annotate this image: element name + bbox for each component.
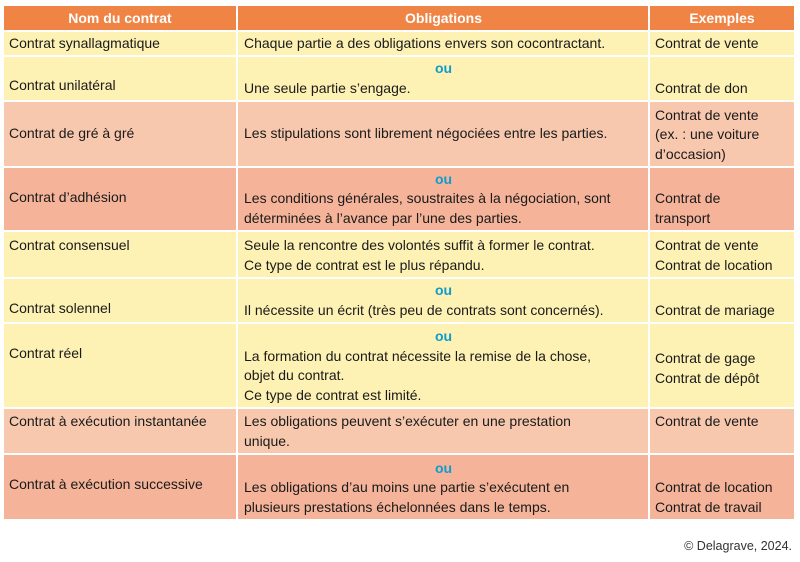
contract-name: Contrat solennel <box>4 279 236 322</box>
example-line: Contrat de vente <box>655 106 759 123</box>
examples-cell <box>650 102 794 166</box>
example-line: Contrat de location <box>655 479 773 495</box>
obligation-line: Ce type de contrat est le plus répandu. <box>244 256 485 273</box>
examples-cell <box>650 455 794 519</box>
obligations-cell <box>238 455 648 519</box>
ou-separator: ou <box>434 459 453 476</box>
examples-cell <box>650 57 794 100</box>
ou-separator: ou <box>434 60 453 76</box>
ou-separator: ou <box>434 282 453 298</box>
table-row <box>4 32 794 55</box>
obligation-line: Une seule partie s’engage. <box>244 79 411 96</box>
table-row <box>4 324 794 407</box>
table-row <box>4 168 794 230</box>
obligation-line: Seule la rencontre des volontés suffit à former le contrat. <box>244 237 595 253</box>
obligation-line: plusieurs prestations échelonnées dans le temps. <box>244 498 551 515</box>
example-line: Contrat de mariage <box>655 301 775 318</box>
ou-separator: ou <box>434 170 453 187</box>
obligation-line: Il nécessite un écrit (très peu de contrats sont concernés). <box>244 301 604 318</box>
obligation-line: Les obligations d’au moins une partie s’exécutent en <box>244 479 570 495</box>
table-row <box>4 232 794 277</box>
obligations-cell <box>238 32 648 55</box>
obligations-cell <box>238 168 648 230</box>
contract-name: Contrat unilatéral <box>4 57 236 100</box>
obligations-cell <box>238 279 648 322</box>
example-line: Contrat de dépôt <box>655 369 760 386</box>
examples-cell <box>650 32 794 55</box>
example-line: Contrat de don <box>655 79 748 96</box>
contract-name: Contrat synallagmatique <box>4 32 236 55</box>
table-row <box>4 455 794 519</box>
copyright-credit: © Delagrave, 2024. <box>684 539 792 553</box>
obligation-line: Les stipulations sont librement négociées entre les parties. <box>244 125 608 142</box>
example-line: Contrat de location <box>655 256 773 273</box>
obligations-cell <box>238 409 648 453</box>
contract-name: Contrat réel <box>4 324 236 407</box>
contract-name: Contrat à exécution successive <box>4 455 236 519</box>
header-examples: Exemples <box>650 6 794 30</box>
obligations-cell <box>238 232 648 277</box>
example-line: transport <box>655 209 711 226</box>
obligation-line: unique. <box>244 432 290 449</box>
header-name: Nom du contrat <box>4 6 236 30</box>
contract-name: Contrat consensuel <box>4 232 236 277</box>
contracts-table <box>4 6 794 521</box>
examples-cell <box>650 232 794 277</box>
contract-name: Contrat d’adhésion <box>4 168 236 230</box>
obligation-line: Les obligations peuvent s’exécuter en une prestation <box>244 413 571 429</box>
table-header <box>4 6 794 30</box>
obligations-cell <box>238 57 648 100</box>
examples-cell <box>650 168 794 230</box>
examples-cell <box>650 409 794 453</box>
examples-cell <box>650 279 794 322</box>
example-line: Contrat de <box>655 190 721 206</box>
ou-separator: ou <box>434 328 453 344</box>
example-line: d’occasion) <box>655 145 726 162</box>
examples-cell <box>650 324 794 407</box>
header-obligations: Obligations <box>238 6 648 30</box>
obligation-line: Ce type de contrat est limité. <box>244 386 422 403</box>
obligation-line: Chaque partie a des obligations envers son cocontractant. <box>244 35 606 51</box>
contract-name: Contrat à exécution instantanée <box>4 409 236 453</box>
table-row <box>4 409 794 453</box>
table-row <box>4 57 794 100</box>
obligation-line: déterminées à l’avance par l’une des parties. <box>244 209 522 226</box>
example-line: Contrat de travail <box>655 498 762 515</box>
obligation-line: La formation du contrat nécessite la remise de la chose, <box>244 347 592 364</box>
table-row <box>4 102 794 166</box>
obligations-cell <box>238 324 648 407</box>
obligation-line: Les conditions générales, soustraites à la négociation, sont <box>244 190 611 206</box>
obligation-line: objet du contrat. <box>244 367 345 383</box>
example-line: Contrat de vente <box>655 413 759 429</box>
contract-name: Contrat de gré à gré <box>4 102 236 166</box>
example-line: Contrat de vente <box>655 237 759 253</box>
table-row <box>4 279 794 322</box>
example-line: Contrat de vente <box>655 35 759 51</box>
obligations-cell <box>238 102 648 166</box>
example-line: (ex. : une voiture <box>655 126 760 142</box>
example-line: Contrat de gage <box>655 350 756 366</box>
